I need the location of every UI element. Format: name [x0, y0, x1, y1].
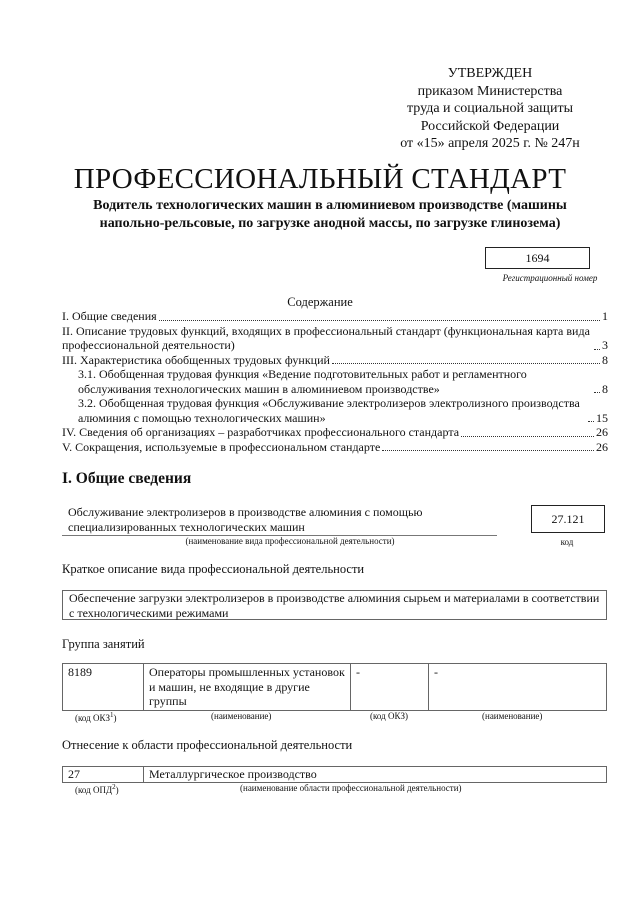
area-table [62, 766, 607, 783]
toc-item[interactable] [62, 396, 608, 425]
activity-code-box: 27.121 [531, 505, 605, 533]
toc-item-page: 8 [602, 352, 608, 367]
caption-okz-code-2: (код ОКЗ) [370, 711, 408, 721]
brief-description-box: Обеспечение загрузки электролизеров в производстве алюминия сырьем и материалами в соответствии с технологическими режимами [62, 590, 607, 620]
toc-item[interactable] [62, 425, 608, 440]
toc-leader [382, 450, 594, 451]
toc-leader [159, 320, 600, 321]
area-label: Отнесение к области профессиональной деятельности [62, 738, 353, 752]
toc-item-text: I. Общие сведения [62, 309, 157, 323]
toc-item[interactable] [62, 353, 608, 368]
toc-item[interactable] [62, 324, 608, 353]
toc-item-text: III. Характеристика обобщенных трудовых функций [62, 352, 330, 367]
toc-item-text: 3.2. Обобщенная трудовая функция «Обслуживание электролизеров электролизного производства алюминия с помощью технологических машин» [78, 396, 580, 425]
toc-leader [461, 436, 594, 437]
table-row [63, 767, 607, 783]
table-cell-okz-name-2: - [429, 664, 607, 711]
table-cell-opd-code: 27 [63, 767, 144, 783]
toc-leader [594, 349, 600, 350]
toc-leader [594, 392, 600, 393]
caption-name-2: (наименование) [482, 711, 543, 721]
table-cell-okz-code: 8189 [63, 664, 144, 711]
caption-opd-code: (код ОПД$^2$) [75, 783, 119, 795]
activity-code-caption: код [560, 537, 574, 547]
table-cell-opd-name: Металлургическое производство [144, 767, 607, 783]
activity-name: Обслуживание электролизеров в производстве алюминия с помощью специализированных технологических машин [68, 505, 423, 534]
toc-item[interactable] [62, 367, 608, 396]
toc-item-text: II. Описание трудовых функций, входящих в профессиональный стандарт (функциональная карта вида профессиональной деятельности) [62, 323, 590, 352]
approval-line: приказом Министерства [417, 83, 563, 99]
table-cell-okz-code-2: - [351, 664, 429, 711]
registration-label: Регистрационный номер [502, 273, 598, 283]
toc-item-text: V. Сокращения, используемые в профессиональном стандарте [62, 439, 381, 454]
caption-opd-name: (наименование области профессиональной деятельности) [240, 783, 462, 793]
approval-block [385, 65, 595, 153]
caption-okz-code: (код ОКЗ$^1$) [75, 711, 117, 723]
document-title: ПРОФЕССИОНАЛЬНЫЙ СТАНДАРТ [73, 163, 567, 195]
table-of-contents [62, 309, 608, 454]
approval-line: УТВЕРЖДЕН [447, 66, 533, 81]
toc-item[interactable] [62, 440, 608, 455]
activity-caption: (наименование вида профессиональной деятельности) [185, 536, 395, 546]
toc-item-page: 26 [596, 439, 608, 454]
toc-item-page: 3 [602, 338, 608, 352]
approval-date: от «15» апреля 2025 г. № 247н [400, 136, 580, 151]
toc-item-page: 15 [596, 410, 608, 425]
toc-item[interactable] [62, 309, 608, 324]
occupation-group-table [62, 663, 607, 711]
table-row [63, 664, 607, 711]
toc-item-text: 3.1. Обобщенная трудовая функция «Ведение подготовительных работ и регламентного обслуживания технологических машин в алюминиевом производстве» [78, 367, 527, 396]
toc-item-text: IV. Сведения об организациях – разработчиках профессионального стандарта [62, 425, 460, 439]
toc-title: Содержание [287, 295, 353, 309]
document-subtitle: Водитель технологических машин в алюминиевом производстве (машины напольно-рельсовые, по загрузке анодной массы, по загрузке глинозема) [93, 198, 567, 231]
caption-name: (наименование) [211, 711, 272, 721]
approval-line: Российской Федерации [420, 118, 560, 134]
brief-description-label: Краткое описание вида профессиональной деятельности [62, 562, 365, 576]
toc-item-page: 8 [602, 381, 608, 396]
registration-number-box: 1694 [485, 247, 590, 269]
approval-line: труда и социальной защиты [407, 101, 573, 116]
toc-item-page: 1 [602, 309, 608, 323]
section-heading: I. Общие сведения [62, 470, 192, 487]
occupation-group-label: Группа занятий [62, 637, 145, 651]
toc-item-page: 26 [596, 425, 608, 439]
toc-leader [588, 421, 594, 422]
table-cell-okz-name: Операторы промышленных установок и машин, не входящие в другие группы [144, 664, 351, 711]
toc-leader [332, 363, 600, 364]
